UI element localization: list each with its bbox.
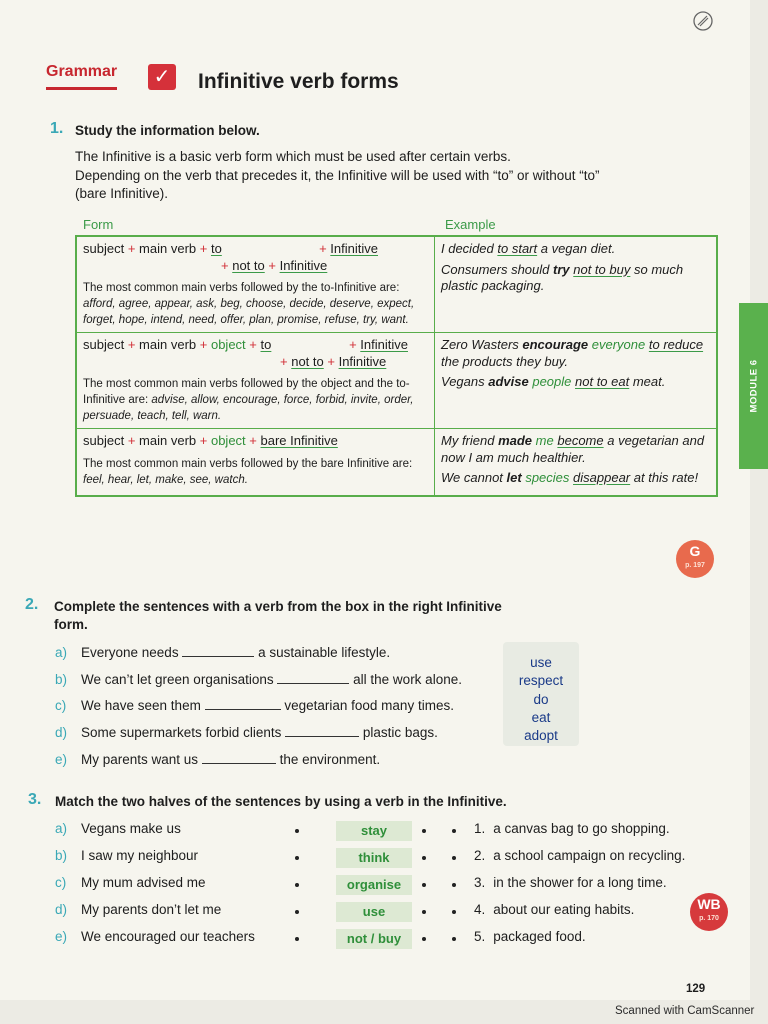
match-row xyxy=(55,875,735,897)
exercise-1-number: 1. xyxy=(50,120,64,137)
match-dot[interactable] xyxy=(452,937,456,941)
answer-blank[interactable] xyxy=(285,724,359,737)
form-cell xyxy=(76,429,435,496)
formula: subject + main verb + to + Infinitive xyxy=(83,241,378,256)
match-dot[interactable] xyxy=(295,937,299,941)
table-row xyxy=(76,333,717,429)
example-sentence: I decided to start a vegan diet. xyxy=(441,241,616,256)
box-word: respect xyxy=(518,673,564,689)
exercise-2-title: form. xyxy=(54,617,88,632)
table-row xyxy=(76,236,717,333)
match-left: d) My parents don’t let me xyxy=(55,902,222,917)
section-label: Grammar xyxy=(46,63,117,90)
answer-blank[interactable] xyxy=(182,644,254,657)
formula: + not to + Infinitive xyxy=(280,353,387,369)
match-dot[interactable] xyxy=(452,883,456,887)
verb-box: organise xyxy=(336,875,412,895)
binding-symbol-icon xyxy=(692,10,714,32)
match-right: 5. packaged food. xyxy=(474,929,586,944)
match-dot[interactable] xyxy=(452,856,456,860)
match-right: 2. a school campaign on recycling. xyxy=(474,848,686,863)
example-sentence: Vegans advise people not to eat meat. xyxy=(441,374,666,389)
match-left: a) Vegans make us xyxy=(55,821,181,836)
match-left: c) My mum advised me xyxy=(55,875,206,890)
box-word: do xyxy=(533,691,549,707)
formula: + not to + Infinitive xyxy=(221,257,328,273)
scanner-footer: Scanned with CamScanner xyxy=(615,1005,755,1017)
formula: subject + main verb + object + bare Infinitive xyxy=(83,433,338,448)
intro-line: Depending on the verb that precedes it, the Infinitive will be used with “to” or without “to” xyxy=(75,167,600,183)
word-box xyxy=(503,642,579,746)
exercise-2-title: Complete the sentences with a verb from the box in the right Infinitive xyxy=(54,599,502,614)
list-item: b) We can’t let green organisations all the work alone. xyxy=(55,672,462,687)
match-dot[interactable] xyxy=(422,829,426,833)
match-dot[interactable] xyxy=(295,829,299,833)
match-dot[interactable] xyxy=(295,883,299,887)
list-item: d) Some supermarkets forbid clients plastic bags. xyxy=(55,725,438,740)
verb-box: stay xyxy=(336,821,412,841)
answer-blank[interactable] xyxy=(205,697,281,710)
example-cell xyxy=(435,236,718,333)
list-item: c) We have seen them vegetarian food many times. xyxy=(55,698,454,713)
match-row xyxy=(55,929,735,951)
example-cell xyxy=(435,429,718,496)
grammar-table xyxy=(75,217,718,497)
exercise-3-number: 3. xyxy=(28,791,42,808)
exercise-1-intro xyxy=(75,148,705,204)
column-form: Form xyxy=(83,217,114,232)
answer-blank[interactable] xyxy=(277,671,349,684)
list-item: e) My parents want us the environment. xyxy=(55,752,381,767)
page-title: Infinitive verb forms xyxy=(198,70,399,93)
example-sentence: We cannot let species disappear at this rate! xyxy=(441,470,699,485)
verb-box: use xyxy=(336,902,412,922)
form-cell xyxy=(76,236,435,333)
table-row xyxy=(76,429,717,496)
match-dot[interactable] xyxy=(452,910,456,914)
rule-note: The most common main verbs followed by the bare Infinitive are: feel, hear, let, make, see, watch. xyxy=(83,457,413,486)
example-sentence: Consumers should try not to buy so much plastic packaging. xyxy=(441,261,684,293)
match-right: 3. in the shower for a long time. xyxy=(474,875,667,890)
column-example: Example xyxy=(445,217,496,232)
match-right: 4. about our eating habits. xyxy=(474,902,635,917)
page-number: 129 xyxy=(686,983,706,995)
formula: subject + main verb + object + to + Infinitive xyxy=(83,337,408,352)
verb-box: think xyxy=(336,848,412,868)
exercise-3-title: Match the two halves of the sentences by using a verb in the Infinitive. xyxy=(55,794,507,809)
match-right: 1. a canvas bag to go shopping. xyxy=(474,821,670,836)
match-left: b) I saw my neighbour xyxy=(55,848,199,863)
match-dot[interactable] xyxy=(422,910,426,914)
answer-blank[interactable] xyxy=(202,751,276,764)
match-dot[interactable] xyxy=(295,856,299,860)
example-sentence: Zero Wasters encourage everyone to reduce the products they buy. xyxy=(441,337,704,369)
box-word: adopt xyxy=(524,728,558,744)
verb-box: not / buy xyxy=(336,929,412,949)
exercise-1-title: Study the information below. xyxy=(75,123,260,138)
match-dot[interactable] xyxy=(422,883,426,887)
module-tab: MODULE 6 xyxy=(739,303,768,469)
match-dot[interactable] xyxy=(295,910,299,914)
example-sentence: My friend made me become a vegetarian and now I am much healthier. xyxy=(441,433,705,465)
box-word: eat xyxy=(531,709,551,725)
workbook-badge[interactable]: WB p. 170 xyxy=(690,893,728,931)
intro-line: (bare Infinitive). xyxy=(75,186,169,201)
rule-note: The most common main verbs followed by the object and the to-Infinitive are: advise, allow, encourage, force, forbid, invite, order, persuade, teach, tell, warn. xyxy=(83,378,414,422)
box-word: use xyxy=(530,655,552,670)
match-left: e) We encouraged our teachers xyxy=(55,929,255,944)
table-header xyxy=(75,217,718,235)
form-cell xyxy=(76,333,435,429)
match-row xyxy=(55,848,735,870)
match-row xyxy=(55,821,735,843)
list-item: a) Everyone needs a sustainable lifestyle. xyxy=(55,645,391,660)
match-dot[interactable] xyxy=(422,856,426,860)
example-cell xyxy=(435,333,718,429)
rule-note: The most common main verbs followed by the to-Infinitive are: afford, agree, appear, ask, beg, choose, decide, deserve, expect, forget, hope, intend, need, offer, plan, promise, refuse, try, want. xyxy=(83,282,415,326)
match-row xyxy=(55,902,735,924)
exercise-2-number: 2. xyxy=(25,596,39,613)
checkmark-icon: ✓ xyxy=(148,64,176,90)
grammar-reference-badge[interactable]: G p. 197 xyxy=(676,540,714,578)
match-dot[interactable] xyxy=(452,829,456,833)
intro-line: The Infinitive is a basic verb form which must be used after certain verbs. xyxy=(75,149,511,164)
match-dot[interactable] xyxy=(422,937,426,941)
